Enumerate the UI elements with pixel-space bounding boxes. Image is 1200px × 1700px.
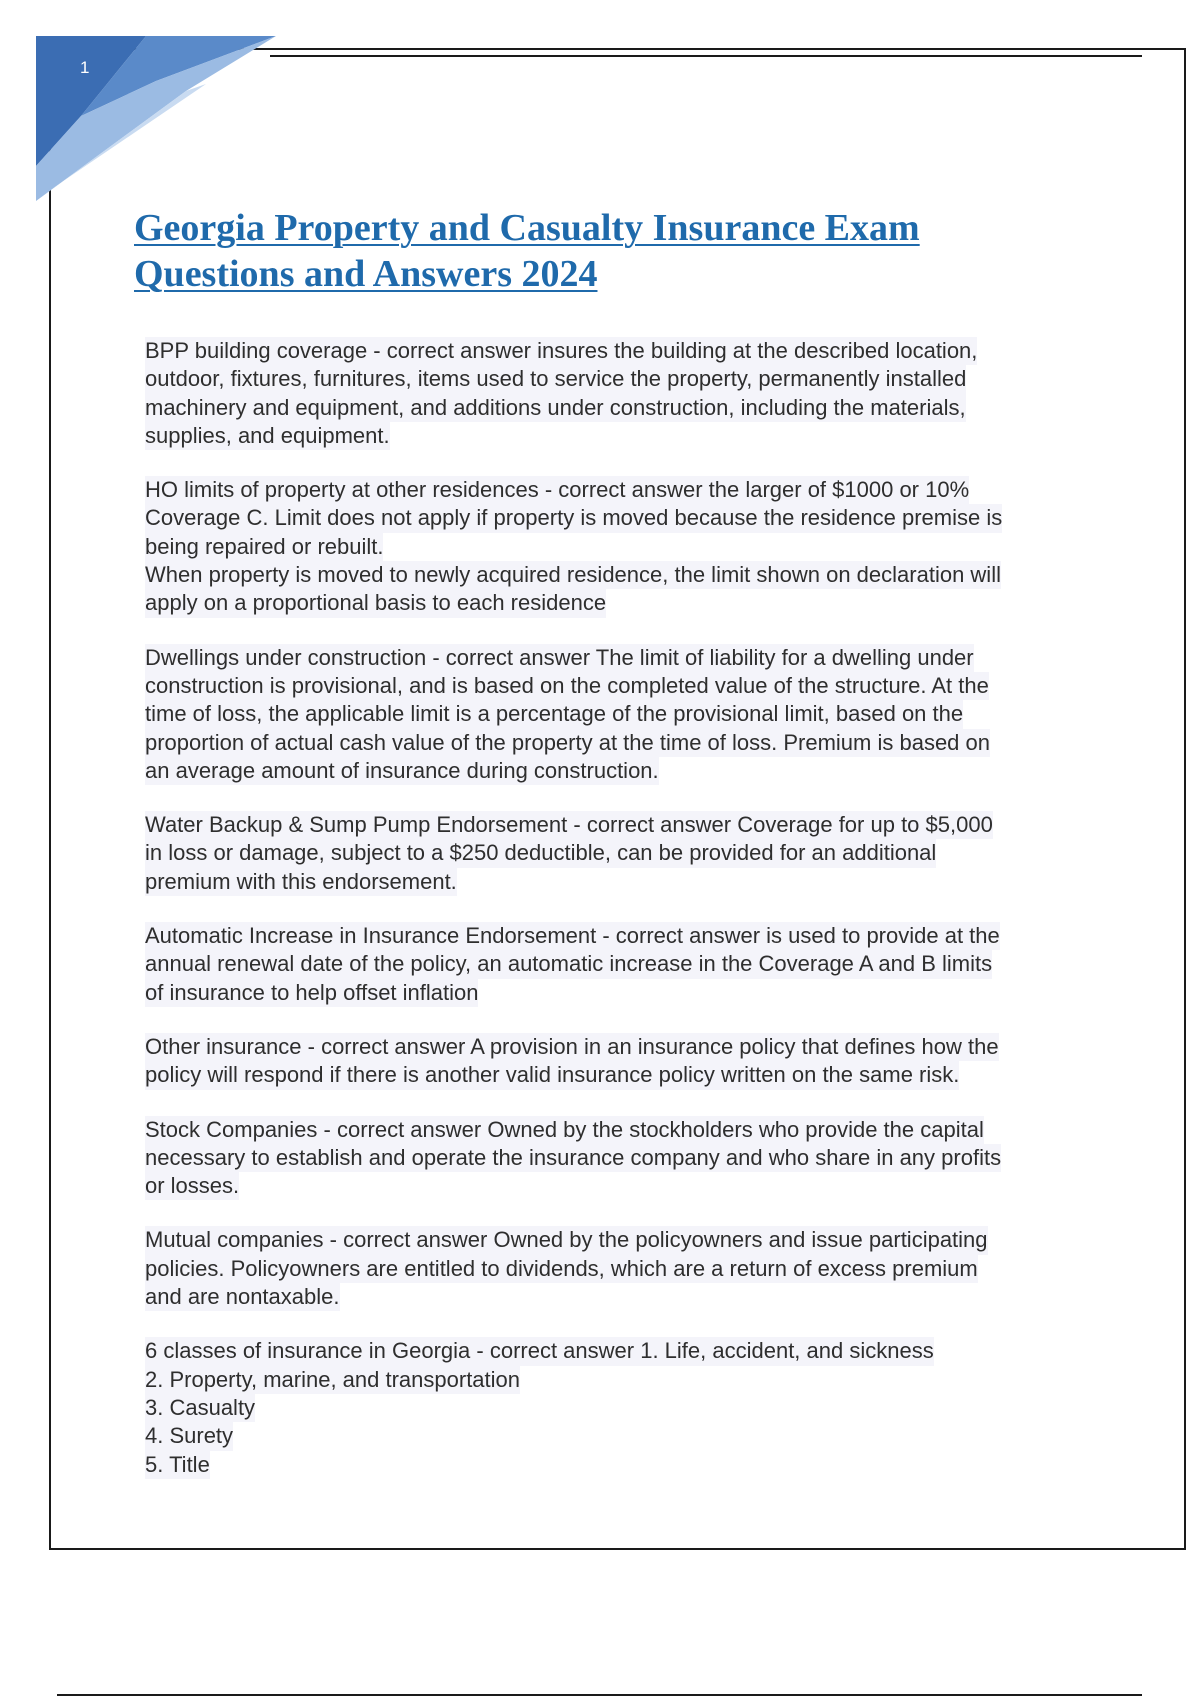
qa-list [145, 337, 1095, 1505]
corner-ribbon-decoration [36, 36, 276, 201]
qa-item-line: policies. Policyowners are entitled to dividends, which are a return of excess premium [145, 1255, 978, 1283]
qa-item-line: 3. Casualty [145, 1394, 255, 1422]
qa-item [145, 1226, 1095, 1311]
qa-item-line: Automatic Increase in Insurance Endorsement - correct answer is used to provide at the [145, 922, 1000, 950]
qa-item-line: in loss or damage, subject to a $250 deductible, can be provided for an additional [145, 839, 936, 867]
qa-item [145, 1033, 1095, 1090]
qa-item-line: Dwellings under construction - correct answer The limit of liability for a dwelling under [145, 644, 974, 672]
qa-item-line: Mutual companies - correct answer Owned by the policyowners and issue participating [145, 1226, 988, 1254]
qa-item-line: policy will respond if there is another valid insurance policy written on the same risk. [145, 1061, 959, 1089]
qa-item-line: apply on a proportional basis to each residence [145, 589, 606, 617]
qa-item [145, 811, 1095, 896]
qa-item-line: HO limits of property at other residences - correct answer the larger of $1000 or 10% [145, 476, 969, 504]
qa-item-line: 5. Title [145, 1451, 210, 1479]
footer-rule [57, 1694, 1142, 1696]
qa-item-line: construction is provisional, and is based on the completed value of the structure. At the [145, 672, 989, 700]
document-title-line: Georgia Property and Casualty Insurance Exam [134, 207, 920, 249]
qa-item-line: being repaired or rebuilt. [145, 533, 383, 561]
qa-item-line: Other insurance - correct answer A provision in an insurance policy that defines how the [145, 1033, 999, 1061]
header-rule [270, 55, 1142, 57]
qa-item-line: an average amount of insurance during construction. [145, 757, 659, 785]
qa-item-line: 2. Property, marine, and transportation [145, 1366, 520, 1394]
qa-item [145, 476, 1095, 617]
page-number: 1 [80, 58, 90, 77]
qa-item-line: necessary to establish and operate the insurance company and who share in any profits [145, 1144, 1001, 1172]
qa-item-line: machinery and equipment, and additions under construction, including the materials, [145, 394, 966, 422]
qa-item-line: time of loss, the applicable limit is a percentage of the provisional limit, based on the [145, 700, 963, 728]
qa-item [145, 922, 1095, 1007]
qa-item [145, 337, 1095, 450]
qa-item-line: Water Backup & Sump Pump Endorsement - correct answer Coverage for up to $5,000 [145, 811, 993, 839]
qa-item [145, 1116, 1095, 1201]
qa-item-line: of insurance to help offset inflation [145, 979, 478, 1007]
qa-item-line: proportion of actual cash value of the property at the time of loss. Premium is based on [145, 729, 990, 757]
qa-item [145, 1337, 1095, 1478]
qa-item-line: BPP building coverage - correct answer insures the building at the described location, [145, 337, 977, 365]
qa-item-line: premium with this endorsement. [145, 868, 457, 896]
qa-item-line: 4. Surety [145, 1422, 233, 1450]
document-title-line: Questions and Answers 2024 [134, 253, 598, 295]
qa-item-line: or losses. [145, 1172, 239, 1200]
qa-item-line: Stock Companies - correct answer Owned by the stockholders who provide the capital [145, 1116, 984, 1144]
qa-item-line: 6 classes of insurance in Georgia - correct answer 1. Life, accident, and sickness [145, 1337, 934, 1365]
qa-item-line: Coverage C. Limit does not apply if property is moved because the residence premise is [145, 504, 1002, 532]
qa-item-line: and are nontaxable. [145, 1283, 340, 1311]
qa-item [145, 644, 1095, 785]
qa-item-line: supplies, and equipment. [145, 422, 390, 450]
qa-item-line: outdoor, fixtures, furnitures, items used to service the property, permanently installed [145, 365, 966, 393]
document-title [134, 205, 1014, 297]
qa-item-line: annual renewal date of the policy, an automatic increase in the Coverage A and B limits [145, 950, 992, 978]
qa-item-line: When property is moved to newly acquired residence, the limit shown on declaration will [145, 561, 1001, 589]
